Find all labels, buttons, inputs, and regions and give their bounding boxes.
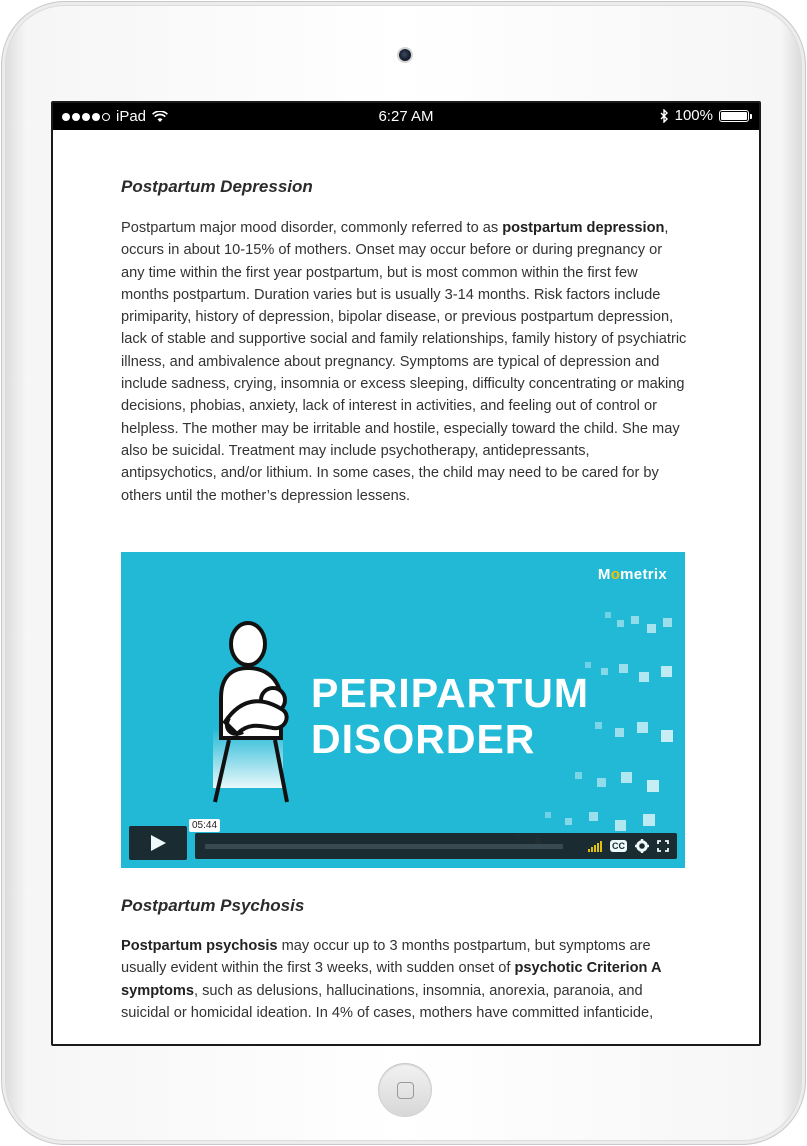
play-icon xyxy=(150,835,166,851)
paragraph-postpartum-psychosis: Postpartum psychosis may occur up to 3 months postpartum, but symptoms are usually evident within the first 3 weeks, with sudden onset of psychotic Criterion A symptoms, such as delusions, hallucinations, insomnia, anorexia, paranoia, and suicidal or homicidal ideation. In 4% of cases, mothers have committed infanticide, xyxy=(121,938,661,1021)
section-heading-postpartum-depression: Postpartum Depression xyxy=(121,177,313,196)
ipad-screen xyxy=(51,101,761,1046)
carrier-label: iPad xyxy=(116,108,147,125)
bluetooth-icon xyxy=(660,109,669,123)
battery-percent: 100% xyxy=(674,107,713,124)
settings-gear-icon[interactable] xyxy=(635,839,649,853)
battery-icon xyxy=(719,110,749,122)
video-title: PERIPARTUM DISORDER xyxy=(311,670,590,762)
home-square-icon xyxy=(397,1082,414,1099)
ipad-frame xyxy=(1,1,806,1145)
video-duration: 05:44 xyxy=(189,819,220,832)
video-progress-bar[interactable] xyxy=(195,833,677,859)
volume-icon[interactable] xyxy=(588,841,602,852)
mometrix-logo: Mometrix xyxy=(597,566,667,583)
paragraph-postpartum-depression: Postpartum major mood disorder, commonly referred to as postpartum depression, occurs in about 10-15% of mothers. Onset may occur before or during pregnancy or any time within the first year postpartum, but is most common within the first few months postpartum. Duration varies but is usually 3-14 months. Risk factors include primiparity, history of depression, bipolar disease, or previous postpartum depression, lack of stable and supportive social and family relationships, family history of psychiatric illness, and ambivalence about pregnancy. Symptoms are typical of depression and include sadness, crying, insomnia or excess sleeping, difficulty concentrating or making decisions, phobias, anxiety, lack of interest in activities, and feeling out of control or helpless. The mother may be irritable and hostile, especially toward the child. She may also be suicidal. Treatment may include psychotherapy, antidepressants, antipsychotics, and/or lithium. In some cases, the child may need to be cared for by others until the mother’s depression lessens. xyxy=(121,220,687,504)
fullscreen-icon[interactable] xyxy=(657,840,669,852)
closed-captions-button[interactable]: CC xyxy=(612,841,625,851)
status-bar xyxy=(53,103,759,130)
status-right xyxy=(660,107,749,124)
page-content xyxy=(53,130,759,1044)
video-controls xyxy=(129,820,677,860)
home-button[interactable] xyxy=(378,1063,432,1117)
mother-holding-baby-illustration xyxy=(201,618,311,808)
progress-track[interactable] xyxy=(205,844,563,849)
front-camera xyxy=(399,49,411,61)
play-button[interactable] xyxy=(129,826,187,860)
video-player[interactable] xyxy=(121,552,685,868)
video-control-icons xyxy=(588,839,669,853)
status-time: 6:27 AM xyxy=(378,108,434,125)
section-heading-postpartum-psychosis: Postpartum Psychosis xyxy=(121,896,305,915)
